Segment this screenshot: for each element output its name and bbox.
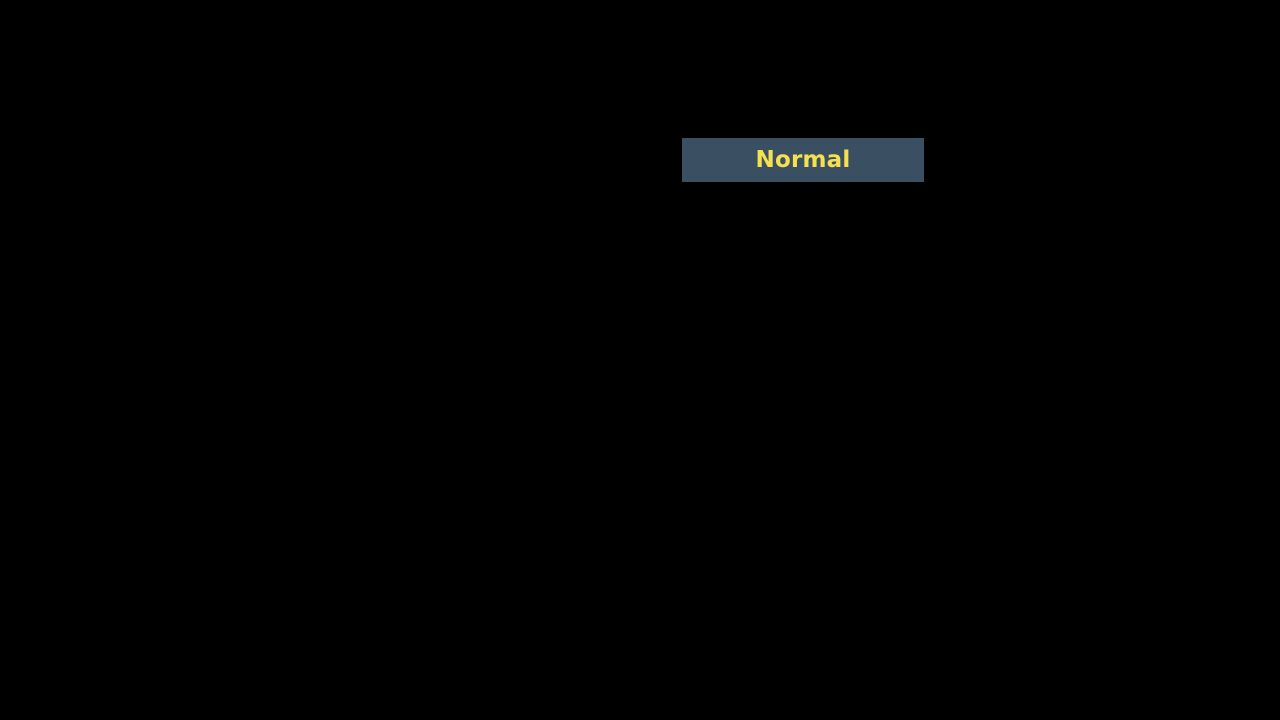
mode-button-normal[interactable] [682, 138, 924, 182]
mode-button-label: Normal [755, 146, 851, 173]
